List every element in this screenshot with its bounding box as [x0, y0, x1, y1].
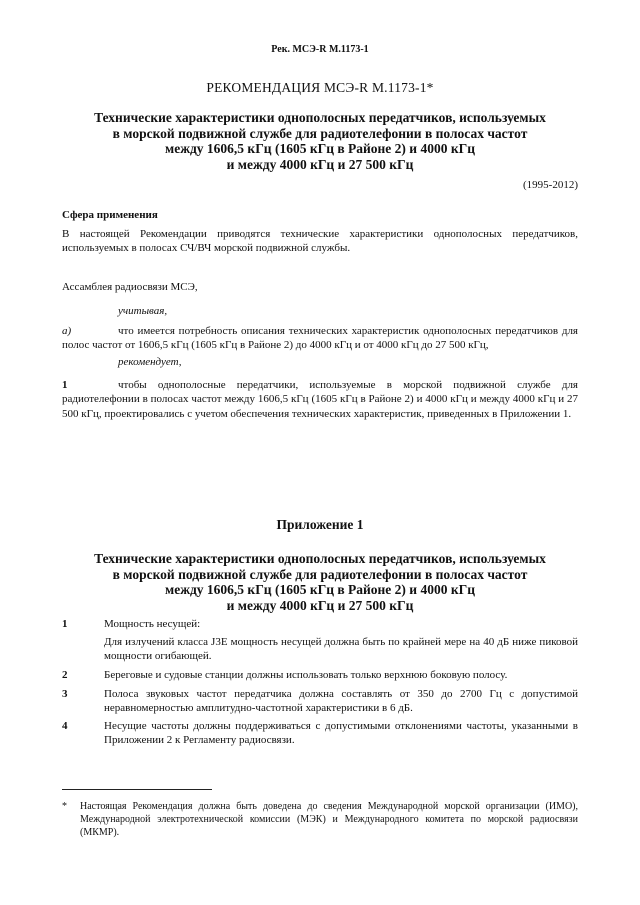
approval-dates: (1995-2012) [523, 179, 578, 191]
annex-title-line: и между 4000 кГц и 27 500 кГц [226, 597, 414, 613]
item-a-label: a) [62, 325, 72, 337]
main-title [60, 110, 580, 172]
annex-item-text: Несущие частоты должны поддерживаться с допустимыми отклонениями частоты, указанными в Приложении 2 к Регламенту радиосвязи. [104, 720, 578, 747]
annex-item-number: 2 [62, 669, 68, 681]
annex-title-line: между 1606,5 кГц (1605 кГц в Районе 2) и 4000 кГц [165, 582, 475, 597]
annex-item-text: Береговые и судовые станции должны использовать только верхнюю боковую полосу. [104, 669, 508, 681]
running-header: Рек. МСЭ-R M.1173-1 [271, 44, 369, 55]
recommendation-title: РЕКОМЕНДАЦИЯ МСЭ-R M.1173-1* [206, 80, 434, 95]
scope-heading: Сфера применения [62, 209, 158, 221]
main-title-line: и между 4000 кГц и 27 500 кГц [226, 156, 414, 172]
item-1-text: чтобы однополосные передатчики, используемые в морской подвижной службе для радиотелефонии в полосах частот между 1606,5 кГц (1605 кГц в Районе 2) и 4000 кГц и между 4000 кГц и 27 500 кГц, проектировались с учетом обеспечения технических характеристик, приведенных в Приложении 1. [62, 379, 578, 420]
annex-title-line: в морской подвижной службе для радиотелефонии в полосах частот [112, 566, 528, 582]
annex-item-number: 1 [62, 618, 68, 630]
item-1-label: 1 [62, 379, 68, 391]
annex-heading: Приложение 1 [276, 517, 364, 532]
item-a-text: что имеется потребность описания технических характеристик однополосных передатчиков для полос частот от 1606,5 кГц (1605 кГц в Районе 2) до 4000 кГц и от 4000 кГц до 27 500 кГц, [62, 325, 578, 352]
footnote [62, 800, 578, 844]
footnote-mark: * [62, 801, 67, 812]
main-title-line: между 1606,5 кГц (1605 кГц в Районе 2) и 4000 кГц [165, 141, 475, 156]
annex-item-text: Полоса звуковых частот передатчика должна составлять от 350 до 2700 Гц с допустимой неравномерностью амплитудно-частотной характеристики в 6 дБ. [104, 688, 578, 715]
annex-title-line: Технические характеристики однополосных передатчиков, используемых [94, 551, 546, 566]
considering-label: учитывая, [118, 305, 168, 317]
annex-items [62, 617, 578, 777]
scope-text: В настоящей Рекомендации приводятся технические характеристики однополосных передатчиков, используемых в полосах СЧ/ВЧ морской подвижной службы. [62, 228, 578, 255]
main-title-line: в морской подвижной службе для радиотелефонии в полосах частот [112, 125, 528, 141]
annex-title [60, 551, 580, 613]
recommends-item-1 [62, 378, 578, 421]
assembly-line: Ассамблея радиосвязи МСЭ, [62, 281, 198, 293]
footnote-text: Настоящая Рекомендация должна быть доведена до сведения Международной морской организации (ИМО), Международной электротехнической комиссии (МЭК) и Международного комитета по морской радиосвязи (МКМР). [80, 801, 578, 838]
annex-item-text: Для излучений класса J3E мощность несущей должна быть по крайней мере на 40 дБ ниже пиковой мощности огибающей. [104, 636, 578, 663]
recommends-label: рекомендует, [118, 356, 182, 368]
considering-item-a [62, 324, 578, 353]
annex-item-number: 4 [62, 720, 68, 732]
annex-item-text: Мощность несущей: [104, 618, 201, 630]
annex-item-number: 3 [62, 688, 68, 700]
main-title-line: Технические характеристики однополосных передатчиков, используемых [94, 110, 546, 125]
footnote-separator [62, 789, 212, 790]
